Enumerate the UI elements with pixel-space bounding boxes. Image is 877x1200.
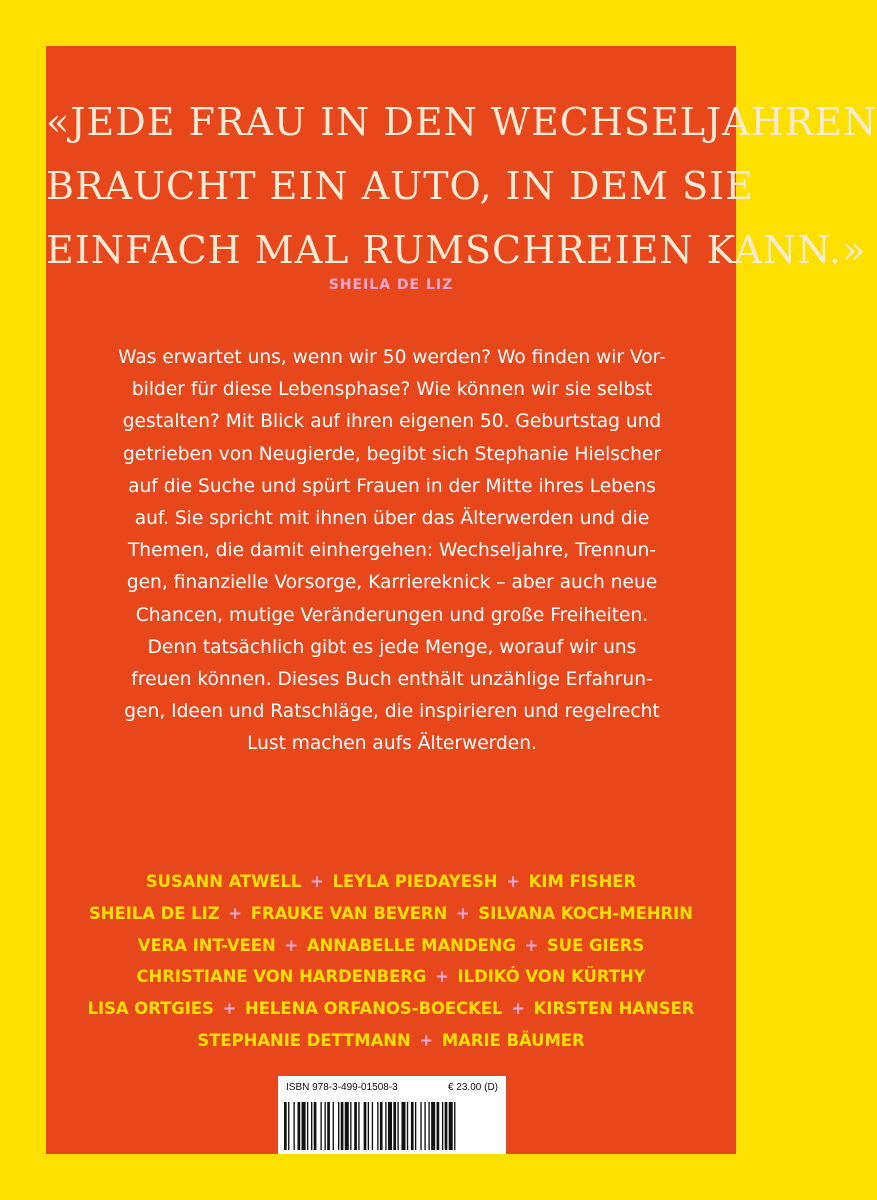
contributor-name: CHRISTIANE VON HARDENBERG xyxy=(136,967,427,987)
price: € 23.00 (D) xyxy=(447,1082,498,1093)
blurb-line: auf. Sie spricht mit ihnen über das Älterwerden und die xyxy=(134,508,650,530)
quote-line: EINFACH MAL RUMSCHREIEN KANN.» xyxy=(46,228,867,272)
contributor-name: FRAUKE VAN BEVERN xyxy=(250,903,448,923)
blurb-line: Themen, die damit einhergehen: Wechseljahre, Trennun- xyxy=(127,540,657,562)
contributor-name: KIRSTEN HANSER xyxy=(533,999,695,1019)
blurb-line: Chancen, mutige Veränderungen und große Freiheiten. xyxy=(135,604,649,626)
separator-plus: + xyxy=(429,967,455,987)
blurb-text xyxy=(102,342,682,761)
barcode-label xyxy=(278,1076,506,1154)
separator-plus: + xyxy=(216,999,243,1019)
contributor-name: SILVANA KOCH-MEHRIN xyxy=(478,903,693,923)
quote-line: BRAUCHT EIN AUTO, IN DEM SIE xyxy=(46,164,754,208)
isbn-row xyxy=(286,1082,498,1093)
contributor-line xyxy=(46,993,736,1025)
contributor-name: STEPHANIE DETTMANN xyxy=(197,1030,411,1050)
contributor-name: HELENA ORFANOS-BOECKEL xyxy=(245,999,503,1019)
back-cover-panel xyxy=(46,46,877,1154)
contributor-name: SUE GIERS xyxy=(546,935,645,955)
blurb-line: freuen können. Dieses Buch enthält unzählige Erfahrun- xyxy=(131,669,653,691)
contributor-name: MARIE BÄUMER xyxy=(441,1030,585,1050)
separator-plus: + xyxy=(450,903,476,923)
contributor-name: KIM FISHER xyxy=(528,872,637,891)
blurb-line: Denn tatsächlich gibt es jede Menge, worauf wir uns xyxy=(147,636,637,658)
separator-plus: + xyxy=(304,872,330,891)
separator-plus: + xyxy=(505,999,531,1019)
blurb-line: gestalten? Mit Blick auf ihren eigenen 50. Geburtstag und xyxy=(122,411,662,433)
blurb-line: getrieben von Neugierde, begibt sich Stephanie Hielscher xyxy=(122,443,662,465)
quote-line: «JEDE FRAU IN DEN WECHSELJAHREN xyxy=(46,100,877,144)
separator-plus: + xyxy=(278,935,304,955)
contributor-name: VERA INT-VEEN xyxy=(137,935,276,955)
separator-plus: + xyxy=(222,903,248,923)
contributor-list xyxy=(46,866,736,1057)
quote-author: SHEILA DE LIZ xyxy=(328,277,454,293)
blurb-line: Was erwartet uns, wenn wir 50 werden? Wo finden wir Vor- xyxy=(118,347,666,368)
contributor-line xyxy=(46,1025,736,1057)
blurb-line: gen, finanzielle Vorsorge, Karriereknick – aber auch neue xyxy=(126,572,658,594)
contributor-name: SUSANN ATWELL xyxy=(145,872,302,891)
contributor-line xyxy=(46,930,736,962)
contributor-name: LISA ORTGIES xyxy=(87,999,214,1019)
blurb-line: Lust machen aufs Älterwerden. xyxy=(247,733,537,755)
contributor-line xyxy=(46,898,736,930)
blurb-line: gen, Ideen und Ratschläge, die inspirieren und regelrecht xyxy=(124,701,660,723)
blurb-line: bilder für diese Lebensphase? Wie können wir sie selbst xyxy=(131,379,653,401)
blurb-line: auf die Suche und spürt Frauen in der Mitte ihres Lebens xyxy=(128,475,656,497)
contributor-line xyxy=(46,961,736,993)
barcode-icon xyxy=(284,1102,500,1150)
separator-plus: + xyxy=(413,1030,439,1050)
contributor-line xyxy=(46,866,736,898)
contributor-name: SHEILA DE LIZ xyxy=(89,903,220,923)
contributor-name: LEYLA PIEDAYESH xyxy=(332,872,498,891)
separator-plus: + xyxy=(518,935,544,955)
contributor-name: ANNABELLE MANDENG xyxy=(306,935,516,955)
cover-quote xyxy=(46,90,877,282)
separator-plus: + xyxy=(500,872,526,891)
contributor-name: ILDIKÓ VON KÜRTHY xyxy=(457,967,646,987)
isbn-number: ISBN 978-3-499-01508-3 xyxy=(286,1082,398,1093)
